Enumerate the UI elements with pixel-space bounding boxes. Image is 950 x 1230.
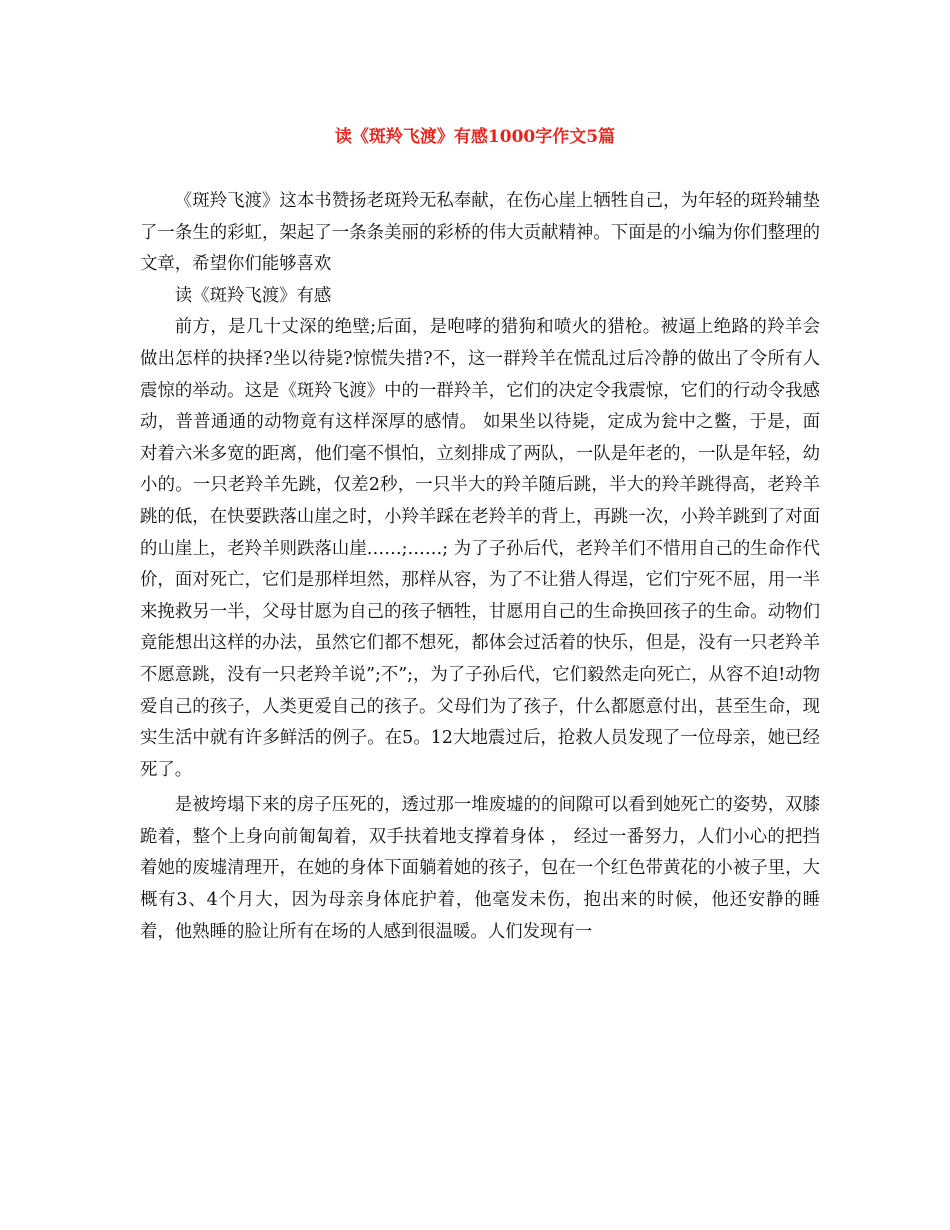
body-paragraph: 前方，是几十丈深的绝壁;后面，是咆哮的猎狗和喷火的猎枪。被逼上绝路的羚羊会做出怎样的抉择?坐以待毙?惊慌失措?不，这一群羚羊在慌乱过后冷静的做出了令所有人震惊的举动。这是《斑羚飞渡》中的一群羚羊，它们的决定令我震惊，它们的行动令我感动，普普通通的动物竟有这样深厚的感情。 如果坐以待毙，定成为瓮中之鳖，于是，面对着六米多宽的距离，他们毫不惧怕，立刻排成了两队，一队是年老的，一队是年轻，幼小的。一只老羚羊先跳，仅差2秒，一只半大的羚羊随后跳，半大的羚羊跳得高，老羚羊跳的低，在快要跌落山崖之时，小羚羊踩在老羚羊的背上，再跳一次，小羚羊跳到了对面的山崖上，老羚羊则跌落山崖……;……; 为了子孙后代，老羚羊们不惜用自己的生命作代价，面对死亡，它们是那样坦然，那样从容，为了不让猎人得逞，它们宁死不屈，用一半来挽救另一半，父母甘愿为自己的孩子牺牲，甘愿用自己的生命换回孩子的生命。动物们竟能想出这样的办法，虽然它们都不想死，都体会过活着的快乐，但是，没有一只老羚羊不愿意跳，没有一只老羚羊说”;不”;，为了子孙后代，它们毅然走向死亡，从容不迫!动物爱自己的孩子，人类更爱自己的孩子。父母们为了孩子，什么都愿意付出，甚至生命，现实生活中就有许多鲜活的例子。在5。12大地震过后，抢救人员发现了一位母亲，她已经死了。 <box>140 317 820 780</box>
document-title: 读《斑羚飞渡》有感1000字作文5篇 <box>334 127 616 147</box>
body-paragraph: 是被垮塌下来的房子压死的，透过那一堆废墟的的间隙可以看到她死亡的姿势，双膝跪着，整个上身向前匍匐着，双手扶着地支撑着身体 ， 经过一番努力，人们小心的把挡着她的废墟清理开，在她的身体下面躺着她的孩子，包在一个红色带黄花的小被子里，大概有3、4个月大，因为母亲身体庇护着，他毫发未伤，抱出来的时候，他还安静的睡着，他熟睡的脸让所有在场的人感到很温暖。人们发现有一 <box>140 795 820 942</box>
intro-paragraph: 《斑羚飞渡》这本书赞扬老斑羚无私奉献，在伤心崖上牺牲自己，为年轻的斑羚辅垫了一条生的彩虹，架起了一条条美丽的彩桥的伟大贡献精神。下面是的小编为你们整理的文章，希望你们能够喜欢 <box>140 191 820 275</box>
section-heading: 读《斑羚飞渡》有感 <box>174 285 332 306</box>
document-body <box>140 186 820 948</box>
